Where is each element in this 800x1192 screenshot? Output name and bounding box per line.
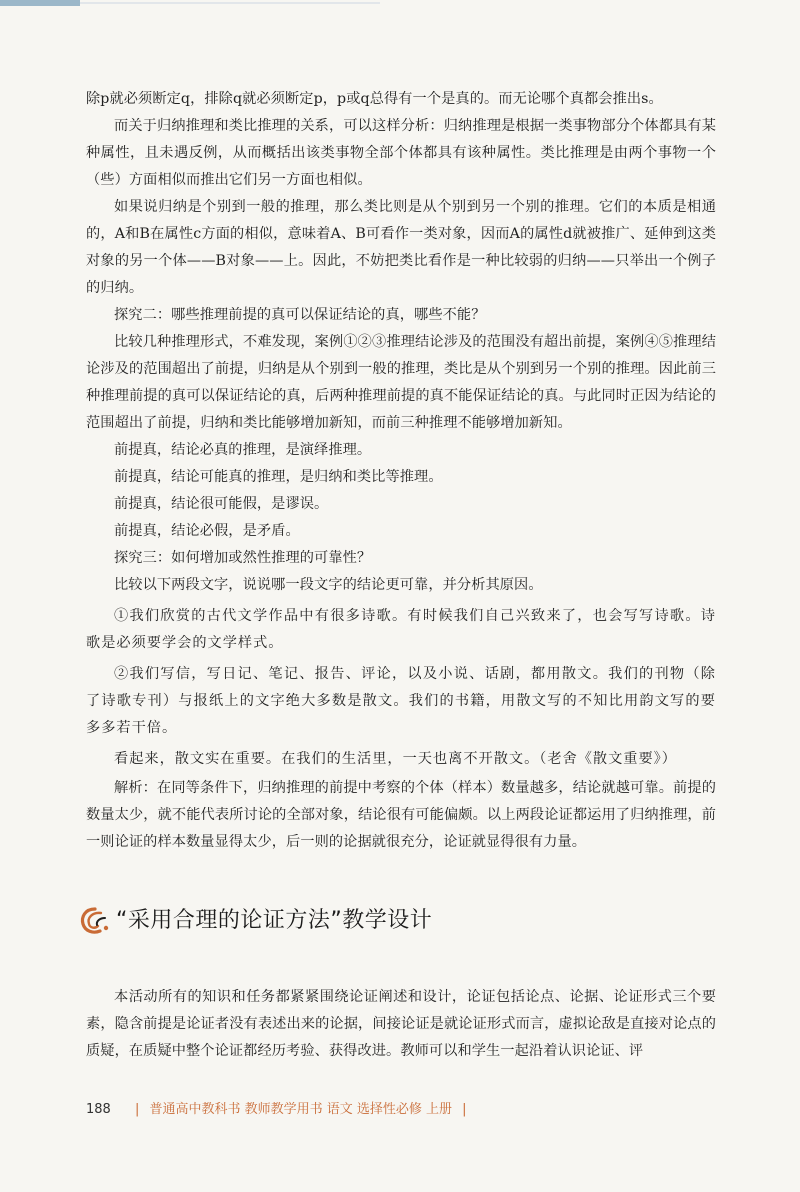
- top-strip-line: [80, 2, 380, 4]
- paragraph: 前提真，结论必假，是矛盾。: [114, 523, 300, 539]
- page-number: 188: [86, 1102, 111, 1117]
- main-body-text: [86, 86, 716, 856]
- paragraph: 除p就必须断定q，排除q就必须断定p，p或q总得有一个是真的。而无论哪个真都会推出s。: [86, 91, 663, 107]
- analysis-paragraph: 解析：在同等条件下，归纳推理的前提中考察的个体（样本）数量越多，结论就越可靠。前提的数量太少，就不能代表所讨论的全部对象，结论很有可能偏颇。以上两段论证都运用了归纳推理，前一则论证的样本数量显得太少，后一则的论据就很充分，论证就显得很有力量。: [86, 780, 716, 850]
- paragraph: 前提真，结论可能真的推理，是归纳和类比等推理。: [114, 469, 443, 485]
- section-heading: [78, 900, 718, 944]
- top-strip-accent: [0, 0, 80, 6]
- quote-paragraph: ①我们欣赏的古代文学作品中有很多诗歌。有时候我们自己兴致来了，也会写写诗歌。诗歌是必须要学会的文学样式。: [86, 608, 716, 651]
- quote-paragraph: 看起来，散文实在重要。在我们的生活里，一天也离不开散文。（老舍《散文重要》）: [114, 751, 677, 767]
- quote-paragraph: ②我们写信，写日记、笔记、报告、评论，以及小说、话剧，都用散文。我们的刊物（除了诗歌专刊）与报纸上的文字绝大多数是散文。我们的书籍，用散文写的不知比用韵文写的要多多若干倍。: [86, 666, 716, 736]
- swirl-logo-icon: [78, 906, 112, 936]
- top-color-strip: [0, 0, 800, 6]
- exploration-heading: 探究三：如何增加或然性推理的可靠性？: [114, 550, 372, 566]
- intro-text: [86, 984, 716, 1065]
- intro-paragraph: 本活动所有的知识和任务都紧紧围绕论证阐述和设计，论证包括论点、论据、论证形式三个要素，隐含前提是论证者没有表述出来的论据，间接论证是就论证形式而言，虚拟论敌是直接对论点的质疑，在质疑中整个论证都经历考验、获得改进。教师可以和学生一起沿着认识论证、评: [86, 989, 716, 1059]
- paragraph: 而关于归纳推理和类比推理的关系，可以这样分析：归纳推理是根据一类事物部分个体都具有某种属性，且未遇反例，从而概括出该类事物全部个体都具有该种属性。类比推理是由两个事物一个（些）方面相似而推出它们另一方面也相似。: [86, 118, 716, 188]
- paragraph: 前提真，结论必真的推理，是演绎推理。: [114, 442, 372, 458]
- paragraph: 前提真，结论很可能假，是谬误。: [114, 496, 329, 512]
- footer-book-title: 普通高中教科书 教师教学用书 语文 选择性必修 上册: [149, 1102, 453, 1117]
- paragraph: 比较几种推理形式，不难发现，案例①②③推理结论涉及的范围没有超出前提，案例④⑤推理结论涉及的范围超出了前提，归纳是从个别到一般的推理，类比是从个别到另一个别的推理。因此前三种推理前提的真可以保证结论的真，后两种推理前提的真不能保证结论的真。与此同时正因为结论的范围超出了前提，归纳和类比能够增加新知，而前三种推理不能够增加新知。: [86, 334, 716, 431]
- paragraph: 比较以下两段文字，说说哪一段文字的结论更可靠，并分析其原因。: [114, 577, 543, 593]
- exploration-heading: 探究二：哪些推理前提的真可以保证结论的真，哪些不能？: [114, 307, 486, 323]
- footer-separator-end: |: [462, 1102, 467, 1117]
- footer-separator: |: [134, 1102, 140, 1117]
- section-title: “采用合理的论证方法”教学设计: [116, 908, 433, 933]
- paragraph: 如果说归纳是个别到一般的推理，那么类比则是从个别到另一个别的推理。它们的本质是相通的，A和B在属性c方面的相似，意味着A、B可看作一类对象，因而A的属性d就被推广、延伸到这类对象的另一个体——B对象——上。因此，不妨把类比看作是一种比较弱的归纳——只举出一个例子的归纳。: [86, 199, 716, 296]
- page-footer: [86, 1100, 716, 1120]
